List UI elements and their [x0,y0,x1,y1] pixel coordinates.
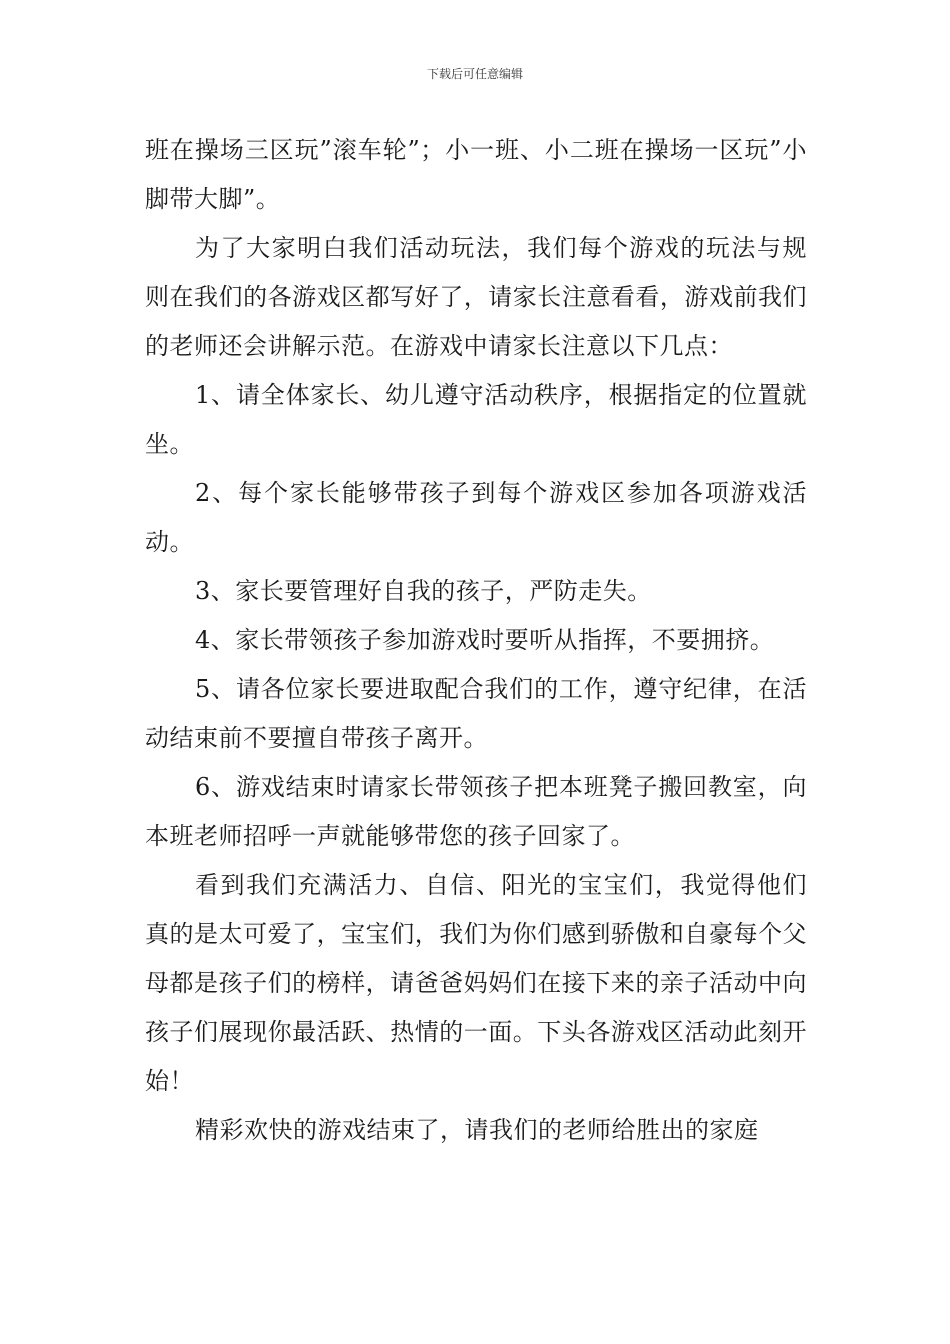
paragraph-intro: 为了大家明白我们活动玩法，我们每个游戏的玩法与规则在我们的各游戏区都写好了，请家长注意看看，游戏前我们的老师还会讲解示范。在游戏中请家长注意以下几点： [145,234,807,360]
rule-item-2: 2、每个家长能够带孩子到每个游戏区参加各项游戏活动。 [145,479,807,556]
rule-item-5: 5、请各位家长要进取配合我们的工作，遵守纪律，在活动结束前不要擅自带孩子离开。 [145,675,807,752]
page-header: 下载后可任意编辑 [426,67,523,81]
paragraph-continuation: 班在操场三区玩”滚车轮”；小一班、小二班在操场一区玩”小脚带大脚”。 [145,136,807,213]
rule-item-6: 6、游戏结束时请家长带领孩子把本班凳子搬回教室，向本班老师招呼一声就能够带您的孩子回家了。 [145,773,807,850]
paragraph-closing: 精彩欢快的游戏结束了，请我们的老师给胜出的家庭 [195,1116,759,1144]
rule-item-3: 3、家长要管理好自我的孩子，严防走失。 [195,577,652,605]
paragraph-encouragement: 看到我们充满活力、自信、阳光的宝宝们，我觉得他们真的是太可爱了，宝宝们，我们为你们感到骄傲和自豪每个父母都是孩子们的榜样，请爸爸妈妈们在接下来的亲子活动中向孩子们展现你最活跃、热情的一面。下头各游戏区活动此刻开始！ [145,871,807,1095]
document-body [145,126,807,1155]
rule-item-4: 4、家长带领孩子参加游戏时要听从指挥，不要拥挤。 [195,626,775,654]
rule-item-1: 1、请全体家长、幼儿遵守活动秩序，根据指定的位置就坐。 [145,381,807,458]
